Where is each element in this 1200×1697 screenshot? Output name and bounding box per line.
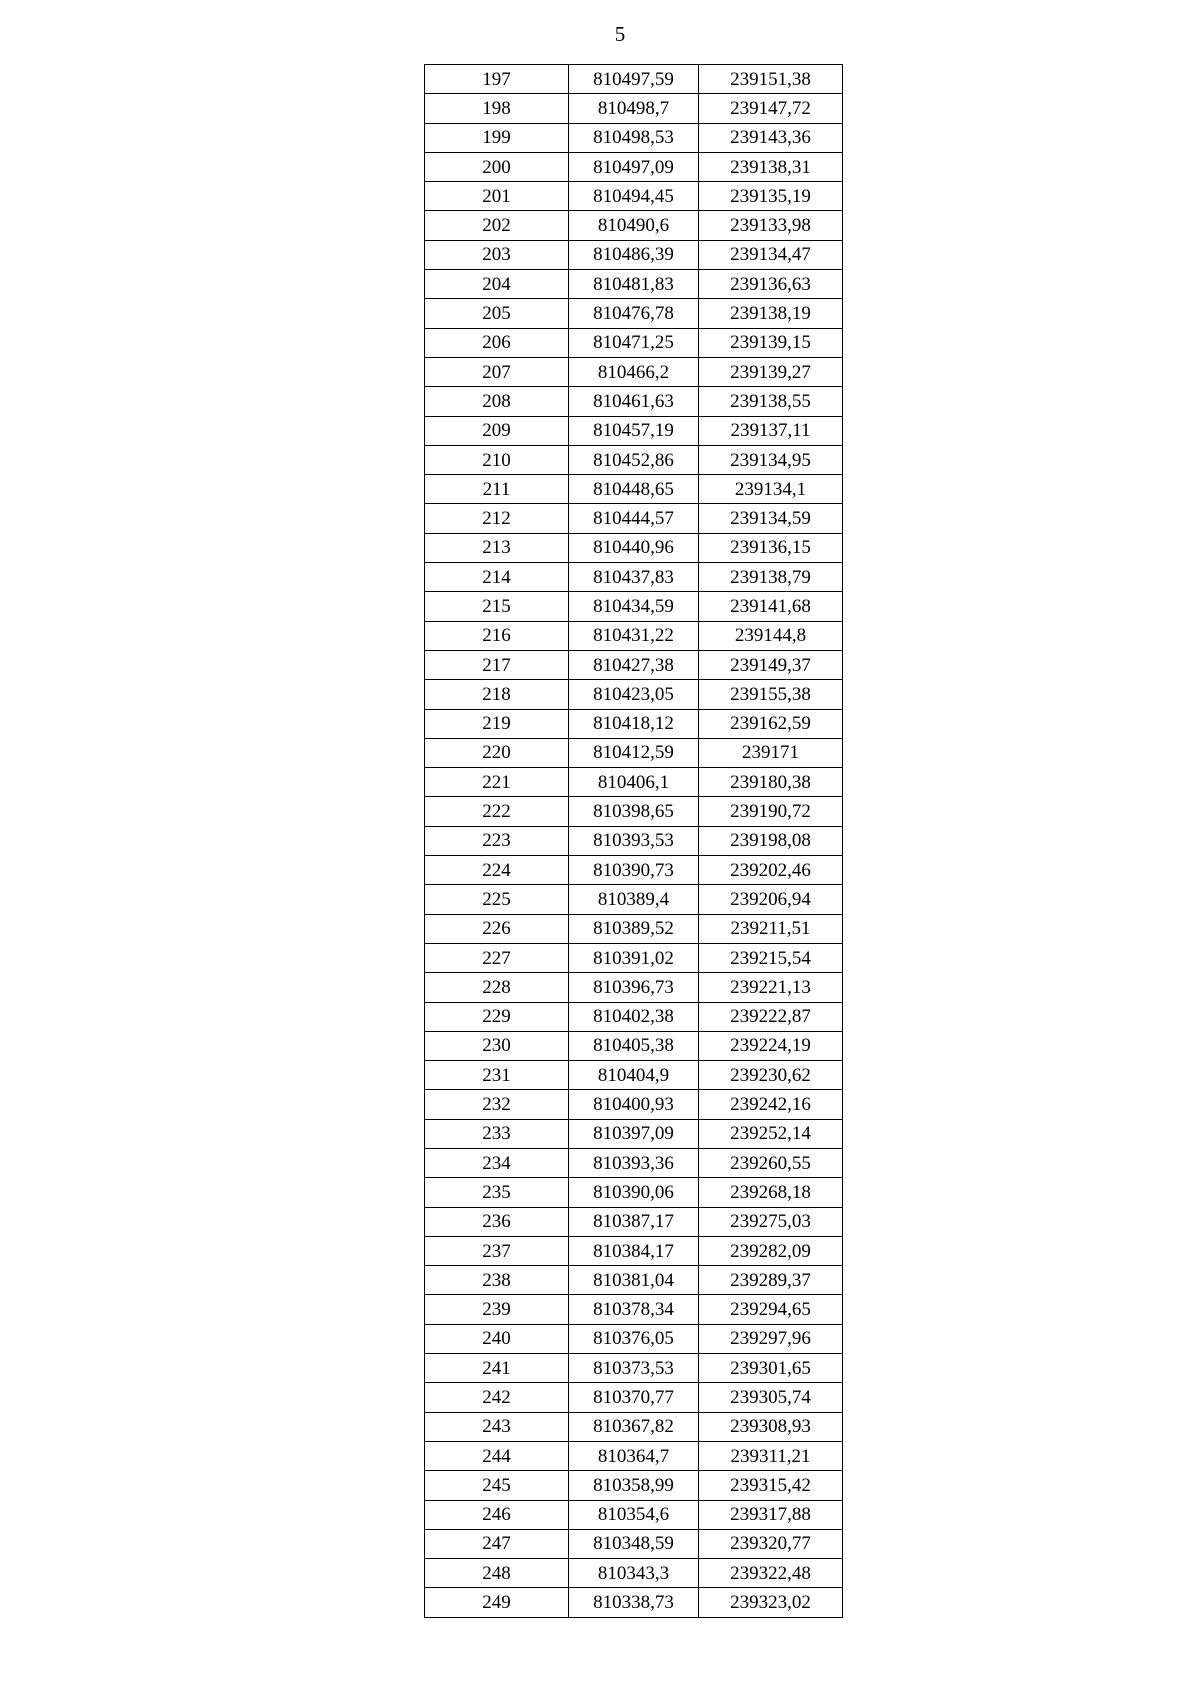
x-coordinate-cell: 810343,3	[569, 1559, 699, 1588]
y-coordinate-cell: 239311,21	[699, 1441, 843, 1470]
point-number-cell: 213	[425, 533, 569, 562]
point-number-cell: 206	[425, 328, 569, 357]
x-coordinate-cell: 810481,83	[569, 270, 699, 299]
x-coordinate-cell: 810440,96	[569, 533, 699, 562]
table-row	[425, 621, 843, 650]
point-number-cell: 247	[425, 1529, 569, 1558]
point-number-cell: 241	[425, 1354, 569, 1383]
table-row	[425, 914, 843, 943]
point-number-cell: 226	[425, 914, 569, 943]
point-number-cell: 240	[425, 1324, 569, 1353]
point-number-cell: 215	[425, 592, 569, 621]
y-coordinate-cell: 239289,37	[699, 1266, 843, 1295]
x-coordinate-cell: 810376,05	[569, 1324, 699, 1353]
point-number-cell: 223	[425, 826, 569, 855]
point-number-cell: 236	[425, 1207, 569, 1236]
point-number-cell: 200	[425, 152, 569, 181]
y-coordinate-cell: 239139,27	[699, 357, 843, 386]
y-coordinate-cell: 239224,19	[699, 1031, 843, 1060]
x-coordinate-cell: 810364,7	[569, 1441, 699, 1470]
point-number-cell: 239	[425, 1295, 569, 1324]
x-coordinate-cell: 810418,12	[569, 709, 699, 738]
y-coordinate-cell: 239322,48	[699, 1559, 843, 1588]
x-coordinate-cell: 810452,86	[569, 445, 699, 474]
point-number-cell: 211	[425, 475, 569, 504]
y-coordinate-cell: 239180,38	[699, 768, 843, 797]
y-coordinate-cell: 239138,19	[699, 299, 843, 328]
table-row	[425, 1295, 843, 1324]
table-row	[425, 709, 843, 738]
table-row	[425, 1148, 843, 1177]
table-row	[425, 299, 843, 328]
point-number-cell: 229	[425, 1002, 569, 1031]
x-coordinate-cell: 810338,73	[569, 1588, 699, 1617]
x-coordinate-cell: 810367,82	[569, 1412, 699, 1441]
point-number-cell: 203	[425, 240, 569, 269]
x-coordinate-cell: 810370,77	[569, 1383, 699, 1412]
y-coordinate-cell: 239134,95	[699, 445, 843, 474]
point-number-cell: 235	[425, 1178, 569, 1207]
y-coordinate-cell: 239149,37	[699, 650, 843, 679]
x-coordinate-cell: 810498,53	[569, 123, 699, 152]
table-row	[425, 211, 843, 240]
table-row	[425, 1207, 843, 1236]
y-coordinate-cell: 239252,14	[699, 1119, 843, 1148]
table-row	[425, 240, 843, 269]
y-coordinate-cell: 239136,15	[699, 533, 843, 562]
table-row	[425, 1559, 843, 1588]
point-number-cell: 219	[425, 709, 569, 738]
point-number-cell: 208	[425, 387, 569, 416]
x-coordinate-cell: 810497,59	[569, 65, 699, 94]
y-coordinate-cell: 239268,18	[699, 1178, 843, 1207]
y-coordinate-cell: 239206,94	[699, 885, 843, 914]
y-coordinate-cell: 239134,1	[699, 475, 843, 504]
table-row	[425, 475, 843, 504]
table-row	[425, 357, 843, 386]
x-coordinate-cell: 810387,17	[569, 1207, 699, 1236]
table-row	[425, 533, 843, 562]
x-coordinate-cell: 810381,04	[569, 1266, 699, 1295]
x-coordinate-cell: 810358,99	[569, 1471, 699, 1500]
x-coordinate-cell: 810389,52	[569, 914, 699, 943]
x-coordinate-cell: 810427,38	[569, 650, 699, 679]
point-number-cell: 237	[425, 1236, 569, 1265]
point-number-cell: 246	[425, 1500, 569, 1529]
x-coordinate-cell: 810404,9	[569, 1061, 699, 1090]
table-row	[425, 1412, 843, 1441]
point-number-cell: 227	[425, 943, 569, 972]
x-coordinate-cell: 810398,65	[569, 797, 699, 826]
table-row	[425, 943, 843, 972]
y-coordinate-cell: 239308,93	[699, 1412, 843, 1441]
x-coordinate-cell: 810396,73	[569, 973, 699, 1002]
y-coordinate-cell: 239133,98	[699, 211, 843, 240]
y-coordinate-cell: 239137,11	[699, 416, 843, 445]
point-number-cell: 214	[425, 563, 569, 592]
y-coordinate-cell: 239215,54	[699, 943, 843, 972]
table-row	[425, 1324, 843, 1353]
table-row	[425, 94, 843, 123]
table-row	[425, 152, 843, 181]
point-number-cell: 224	[425, 856, 569, 885]
x-coordinate-cell: 810393,36	[569, 1148, 699, 1177]
table-row	[425, 123, 843, 152]
y-coordinate-cell: 239301,65	[699, 1354, 843, 1383]
point-number-cell: 198	[425, 94, 569, 123]
point-number-cell: 207	[425, 357, 569, 386]
table-row	[425, 1588, 843, 1617]
x-coordinate-cell: 810391,02	[569, 943, 699, 972]
point-number-cell: 248	[425, 1559, 569, 1588]
table-row	[425, 270, 843, 299]
table-row	[425, 680, 843, 709]
y-coordinate-cell: 239317,88	[699, 1500, 843, 1529]
table-row	[425, 797, 843, 826]
x-coordinate-cell: 810412,59	[569, 738, 699, 767]
table-row	[425, 856, 843, 885]
table-row	[425, 885, 843, 914]
table-row	[425, 650, 843, 679]
x-coordinate-cell: 810423,05	[569, 680, 699, 709]
point-number-cell: 238	[425, 1266, 569, 1295]
x-coordinate-cell: 810457,19	[569, 416, 699, 445]
x-coordinate-cell: 810405,38	[569, 1031, 699, 1060]
table-row	[425, 738, 843, 767]
x-coordinate-cell: 810476,78	[569, 299, 699, 328]
table-row	[425, 1354, 843, 1383]
x-coordinate-cell: 810402,38	[569, 1002, 699, 1031]
point-number-cell: 232	[425, 1090, 569, 1119]
table-row	[425, 1266, 843, 1295]
y-coordinate-cell: 239315,42	[699, 1471, 843, 1500]
point-number-cell: 221	[425, 768, 569, 797]
table-row	[425, 1471, 843, 1500]
x-coordinate-cell: 810494,45	[569, 182, 699, 211]
y-coordinate-cell: 239282,09	[699, 1236, 843, 1265]
x-coordinate-cell: 810354,6	[569, 1500, 699, 1529]
point-number-cell: 228	[425, 973, 569, 1002]
x-coordinate-cell: 810466,2	[569, 357, 699, 386]
point-number-cell: 249	[425, 1588, 569, 1617]
x-coordinate-cell: 810434,59	[569, 592, 699, 621]
point-number-cell: 242	[425, 1383, 569, 1412]
y-coordinate-cell: 239202,46	[699, 856, 843, 885]
table-row	[425, 182, 843, 211]
y-coordinate-cell: 239230,62	[699, 1061, 843, 1090]
table-row	[425, 1441, 843, 1470]
x-coordinate-cell: 810400,93	[569, 1090, 699, 1119]
table-row	[425, 387, 843, 416]
point-number-cell: 209	[425, 416, 569, 445]
y-coordinate-cell: 239135,19	[699, 182, 843, 211]
x-coordinate-cell: 810378,34	[569, 1295, 699, 1324]
y-coordinate-cell: 239147,72	[699, 94, 843, 123]
y-coordinate-cell: 239138,79	[699, 563, 843, 592]
point-number-cell: 212	[425, 504, 569, 533]
x-coordinate-cell: 810437,83	[569, 563, 699, 592]
x-coordinate-cell: 810406,1	[569, 768, 699, 797]
table-row	[425, 65, 843, 94]
y-coordinate-cell: 239320,77	[699, 1529, 843, 1558]
table-row	[425, 1236, 843, 1265]
y-coordinate-cell: 239139,15	[699, 328, 843, 357]
x-coordinate-cell: 810390,73	[569, 856, 699, 885]
x-coordinate-cell: 810431,22	[569, 621, 699, 650]
coordinates-table	[424, 64, 843, 1618]
x-coordinate-cell: 810497,09	[569, 152, 699, 181]
x-coordinate-cell: 810393,53	[569, 826, 699, 855]
table-row	[425, 973, 843, 1002]
point-number-cell: 216	[425, 621, 569, 650]
y-coordinate-cell: 239221,13	[699, 973, 843, 1002]
y-coordinate-cell: 239323,02	[699, 1588, 843, 1617]
point-number-cell: 199	[425, 123, 569, 152]
x-coordinate-cell: 810389,4	[569, 885, 699, 914]
table-row	[425, 445, 843, 474]
x-coordinate-cell: 810348,59	[569, 1529, 699, 1558]
point-number-cell: 201	[425, 182, 569, 211]
table-row	[425, 563, 843, 592]
y-coordinate-cell: 239242,16	[699, 1090, 843, 1119]
coordinates-table-body	[425, 65, 843, 1618]
point-number-cell: 218	[425, 680, 569, 709]
y-coordinate-cell: 239138,31	[699, 152, 843, 181]
table-row	[425, 1061, 843, 1090]
table-row	[425, 1383, 843, 1412]
x-coordinate-cell: 810486,39	[569, 240, 699, 269]
table-row	[425, 504, 843, 533]
y-coordinate-cell: 239260,55	[699, 1148, 843, 1177]
x-coordinate-cell: 810461,63	[569, 387, 699, 416]
table-row	[425, 416, 843, 445]
point-number-cell: 231	[425, 1061, 569, 1090]
table-row	[425, 328, 843, 357]
table-row	[425, 1031, 843, 1060]
point-number-cell: 243	[425, 1412, 569, 1441]
x-coordinate-cell: 810498,7	[569, 94, 699, 123]
x-coordinate-cell: 810384,17	[569, 1236, 699, 1265]
point-number-cell: 220	[425, 738, 569, 767]
point-number-cell: 217	[425, 650, 569, 679]
x-coordinate-cell: 810390,06	[569, 1178, 699, 1207]
y-coordinate-cell: 239275,03	[699, 1207, 843, 1236]
page-number: 5	[614, 22, 626, 46]
y-coordinate-cell: 239144,8	[699, 621, 843, 650]
x-coordinate-cell: 810471,25	[569, 328, 699, 357]
point-number-cell: 234	[425, 1148, 569, 1177]
y-coordinate-cell: 239294,65	[699, 1295, 843, 1324]
x-coordinate-cell: 810448,65	[569, 475, 699, 504]
y-coordinate-cell: 239162,59	[699, 709, 843, 738]
point-number-cell: 210	[425, 445, 569, 474]
y-coordinate-cell: 239222,87	[699, 1002, 843, 1031]
y-coordinate-cell: 239211,51	[699, 914, 843, 943]
y-coordinate-cell: 239151,38	[699, 65, 843, 94]
y-coordinate-cell: 239138,55	[699, 387, 843, 416]
table-row	[425, 826, 843, 855]
y-coordinate-cell: 239305,74	[699, 1383, 843, 1412]
table-row	[425, 1178, 843, 1207]
point-number-cell: 244	[425, 1441, 569, 1470]
y-coordinate-cell: 239141,68	[699, 592, 843, 621]
x-coordinate-cell: 810490,6	[569, 211, 699, 240]
y-coordinate-cell: 239171	[699, 738, 843, 767]
point-number-cell: 233	[425, 1119, 569, 1148]
y-coordinate-cell: 239134,47	[699, 240, 843, 269]
y-coordinate-cell: 239198,08	[699, 826, 843, 855]
point-number-cell: 245	[425, 1471, 569, 1500]
y-coordinate-cell: 239155,38	[699, 680, 843, 709]
table-row	[425, 768, 843, 797]
point-number-cell: 225	[425, 885, 569, 914]
point-number-cell: 222	[425, 797, 569, 826]
y-coordinate-cell: 239134,59	[699, 504, 843, 533]
y-coordinate-cell: 239297,96	[699, 1324, 843, 1353]
point-number-cell: 205	[425, 299, 569, 328]
table-row	[425, 1500, 843, 1529]
table-row	[425, 1529, 843, 1558]
table-row	[425, 592, 843, 621]
point-number-cell: 202	[425, 211, 569, 240]
point-number-cell: 230	[425, 1031, 569, 1060]
table-row	[425, 1090, 843, 1119]
x-coordinate-cell: 810397,09	[569, 1119, 699, 1148]
x-coordinate-cell: 810373,53	[569, 1354, 699, 1383]
y-coordinate-cell: 239136,63	[699, 270, 843, 299]
table-row	[425, 1002, 843, 1031]
point-number-cell: 197	[425, 65, 569, 94]
table-row	[425, 1119, 843, 1148]
y-coordinate-cell: 239190,72	[699, 797, 843, 826]
point-number-cell: 204	[425, 270, 569, 299]
y-coordinate-cell: 239143,36	[699, 123, 843, 152]
x-coordinate-cell: 810444,57	[569, 504, 699, 533]
